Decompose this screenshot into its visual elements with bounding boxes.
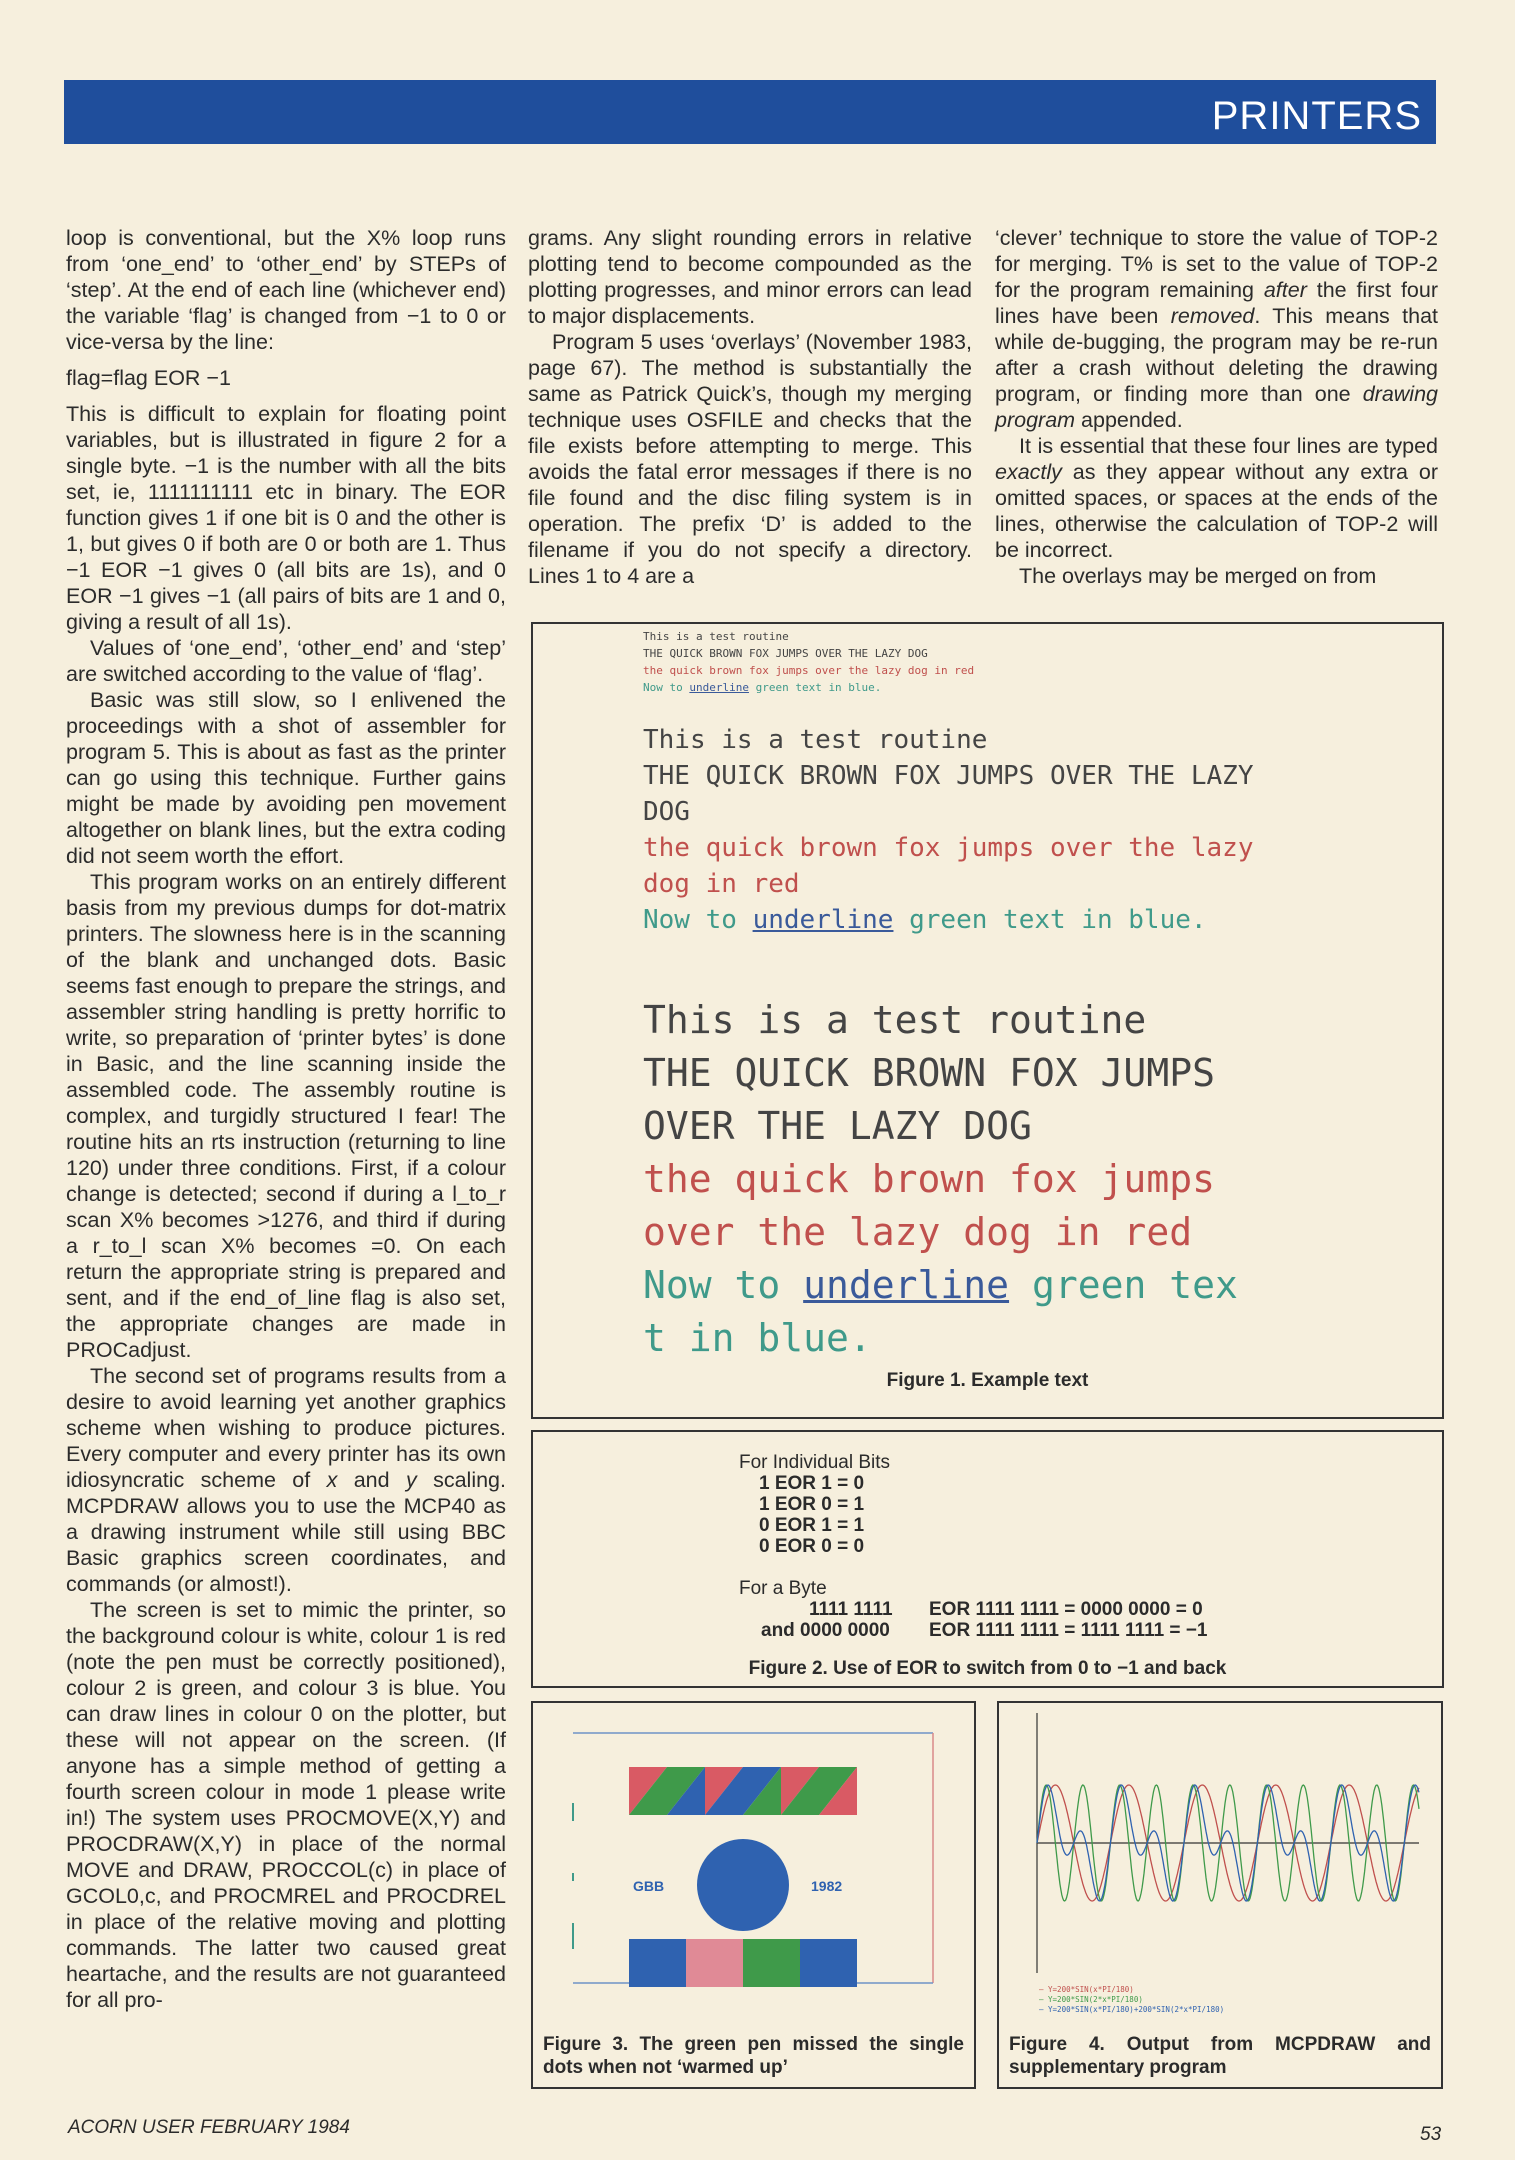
medium-line: This is a test routine xyxy=(643,725,988,755)
table-heading: For Individual Bits xyxy=(739,1452,891,1473)
figure-caption: Figure 1. Example text xyxy=(886,1370,1089,1391)
footer-publication: ACORN USER FEBRUARY 1984 xyxy=(68,2117,350,2138)
blue-circle xyxy=(697,1839,789,1931)
large-line-red: over the lazy dog in red xyxy=(643,1210,1193,1254)
small-line: THE QUICK BROWN FOX JUMPS OVER THE LAZY DOG xyxy=(643,647,928,660)
byte-row-left: and 0000 0000 xyxy=(761,1620,890,1641)
plot-legend xyxy=(1039,1985,1224,2015)
figure-3-plot-test xyxy=(531,1701,976,2089)
medium-line-green: Now to underline green text in blue. xyxy=(643,905,1207,935)
paragraph: The screen is set to mimic the printer, so the background colour is white, colour 1 is red (note the pen must be correctly positioned), colour 2 is green, and colour 3 is blue. You can draw lines in colour 0 on the plotter, but these will not appear on the screen. (If anyone has a simple method of getting a fourth screen colour in mode 1 please write in!) The system uses PROCMOVE(X,Y) and PROCDRAW(X,Y) in place of the normal MOVE and DRAW, PROCCOL(c) in place of GCOL0,c, and PROCMREL and PROCDREL in place of the relative moving and plotting commands. The latter two caused great heartache, and the results are not guaranteed for all pro- xyxy=(66,1598,506,2012)
bit-row: 0 EOR 0 = 0 xyxy=(759,1536,865,1557)
paragraph: This is difficult to explain for floating point variables, but is illustrated in figure 2 for a single byte. −1 is the number with all the bits set, ie, 1111111111 etc in binary. The EOR function gives 1 if one bit is 0 and the other is 1, but gives 0 if both are 0 or both are 1. Thus −1 EOR −1 gives 0 (all bits are 1s), and 0 EOR −1 gives −1 (all pairs of bits are 1 and 0, giving a result of all 1s). xyxy=(66,402,506,634)
text-column-3 xyxy=(995,225,1438,589)
text-column-1 xyxy=(66,225,506,2013)
label-left: GBB xyxy=(633,1878,665,1894)
paragraph: Values of ‘one_end’, ‘other_end’ and ‘step’ are switched according to the value of ‘flag’. xyxy=(66,636,506,686)
figure-caption: Figure 2. Use of EOR to switch from 0 to −1 and back xyxy=(748,1658,1227,1679)
label-right: 1982 xyxy=(811,1878,843,1894)
small-line-red: the quick brown fox jumps over the lazy dog in red xyxy=(643,664,975,677)
large-line: OVER THE LAZY DOG xyxy=(643,1104,1032,1148)
figure-1-example-text xyxy=(531,622,1444,1419)
large-line-red: the quick brown fox jumps xyxy=(643,1157,1215,1201)
large-line-green: t in blue. xyxy=(643,1316,872,1360)
figure-caption: Figure 3. The green pen missed the single dots when not ‘warmed up’ xyxy=(543,2034,964,2078)
large-line-green: Now to underline green tex xyxy=(643,1263,1238,1307)
code-line: flag=flag EOR −1 xyxy=(66,366,231,390)
section-header-bar xyxy=(64,80,1436,144)
legend-entry: — Y=200*SIN(2*x*PI/180) xyxy=(1039,1995,1143,2004)
byte-row-expr: EOR 1111 1111 = 0000 0000 = 0 xyxy=(929,1599,1203,1620)
section-title: PRINTERS xyxy=(1211,94,1422,138)
bit-row: 0 EOR 1 = 1 xyxy=(759,1515,865,1536)
small-line-green: Now to underline green text in blue. xyxy=(643,681,882,694)
paragraph: ‘clever’ technique to store the value of TOP-2 for merging. T% is set to the value of TOP-2 for the program remaining after the first four lines have been removed. This means that while de-bugging, the program may be re-run after a crash without deleting the drawing program, or finding more than one drawing program appended. xyxy=(995,226,1439,432)
paragraph: This program works on an entirely different basis from my previous dumps for dot-matrix printers. The slowness here is in the scanning of the blank and unchanged dots. Basic seems fast enough to prepare the strings, and assembler string handling is pretty horrific to write, so preparation of ‘printer bytes’ is done in Basic, and the line scanning inside the assembled code. The assembly routine is complex, and turgidly structured I fear! The routine hits an rts instruction (returning to line 120) under three conditions. First, if a colour change is detected; second if during a l_to_r scan X% becomes >1276, and third if during a r_to_l scan X% becomes =0. On each return the appropriate string is prepared and sent, and if the end_of_line flag is also set, the appropriate changes are made in PROCadjust. xyxy=(66,870,506,1362)
paragraph: It is essential that these four lines are typed exactly as they appear without any extra or omitted spaces, or spaces at the ends of the lines, otherwise the calculation of TOP-2 will be incorrect. xyxy=(995,434,1438,562)
legend-entry: — Y=200*SIN(x*PI/180) xyxy=(1039,1985,1134,1994)
figure-4-sine-plot xyxy=(997,1701,1443,2089)
paragraph: grams. Any slight rounding errors in relative plotting tend to become compounded as the plotting progresses, and minor errors can lead to major displacements. xyxy=(528,226,972,328)
bit-row: 1 EOR 1 = 0 xyxy=(759,1473,865,1494)
pen-test-drawing xyxy=(533,1703,974,2003)
figure-2-eor-table xyxy=(531,1430,1444,1688)
small-line: This is a test routine xyxy=(643,630,789,643)
medium-line: DOG xyxy=(643,797,690,827)
block-strip xyxy=(629,1939,857,1987)
text-column-2 xyxy=(528,225,972,589)
figure-caption: Figure 4. Output from MCPDRAW and supplementary program xyxy=(1009,2034,1431,2078)
large-line: This is a test routine xyxy=(643,998,1147,1042)
paragraph: Basic was still slow, so I enlivened the proceedings with a shot of assembler for program 5. This is about as fast as the printer can go using this technique. Further gains might be made by avoiding pen movement altogether on blank lines, but the extra coding did not seem worth the effort. xyxy=(66,688,506,868)
byte-row-left: 1111 1111 xyxy=(809,1599,893,1620)
paragraph: Program 5 uses ‘overlays’ (November 1983, page 67). The method is substantially the same as Patrick Quick’s, though my merging technique uses OSFILE and checks that the file exists before attempting to merge. This avoids the fatal error messages if there is no file found and the disc filing system is in operation. The prefix ‘D’ is added to the filename if you do not specify a directory. Lines 1 to 4 are a xyxy=(528,330,972,588)
paragraph: The overlays may be merged on from xyxy=(1019,564,1377,588)
large-line: THE QUICK BROWN FOX JUMPS xyxy=(643,1051,1215,1095)
sine-wave-plot xyxy=(999,1703,1441,2003)
medium-line-red: the quick brown fox jumps over the lazy xyxy=(643,833,1254,863)
byte-row-expr: EOR 1111 1111 = 1111 1111 = −1 xyxy=(929,1620,1208,1641)
legend-entry: — Y=200*SIN(x*PI/180)+200*SIN(2*x*PI/180) xyxy=(1039,2005,1225,2014)
bit-row: 1 EOR 0 = 1 xyxy=(759,1494,865,1515)
table-heading: For a Byte xyxy=(739,1578,827,1599)
medium-line: THE QUICK BROWN FOX JUMPS OVER THE LAZY xyxy=(643,761,1254,791)
paragraph: The second set of programs results from a desire to avoid learning yet another graphics scheme when wishing to produce pictures. Every computer and every printer has its own idiosyncratic scheme of x and y scaling. MCPDRAW allows you to use the MCP40 as a drawing instrument while still using BBC Basic graphics screen coordinates, and commands (or almost!). xyxy=(66,1364,506,1596)
page-number: 53 xyxy=(1420,2124,1442,2145)
triangle-strip xyxy=(629,1767,857,1815)
medium-line-red: dog in red xyxy=(643,869,800,899)
paragraph: loop is conventional, but the X% loop runs from ‘one_end’ to ‘other_end’ by STEPs of ‘step’. At the end of each line (whichever end) the variable ‘flag’ is changed from −1 to 0 or vice-versa by the line: xyxy=(66,226,506,354)
